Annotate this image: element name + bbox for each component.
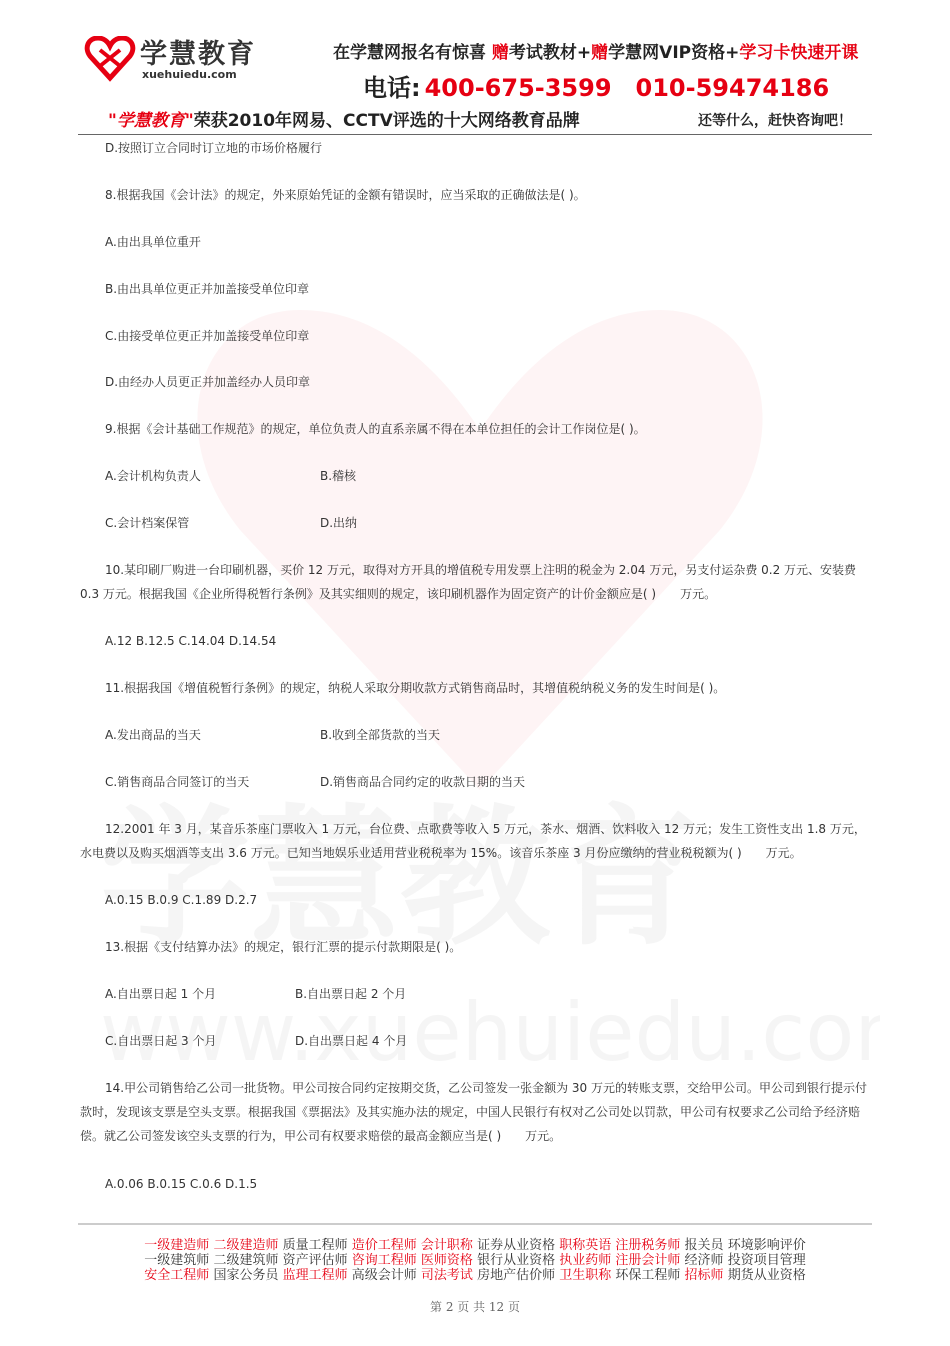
question-12: 12.2001 年 3 月，某音乐茶座门票收入 1 万元，台位费、点歌费等收入 5 万元，茶水、烟酒、饮料收入 12 万元；发生工资性支出 1.8 万元，水电费以及购买烟酒等支出 3.6 万元。已知当地娱乐业适用营业税税率为 15%。该音乐茶座 3 月份应缴纳的营业税税额为( ) 万元。 bbox=[80, 822, 866, 860]
footer-link[interactable]: 二级建筑师 bbox=[213, 1253, 279, 1268]
footer-link[interactable]: 银行从业资格 bbox=[477, 1253, 556, 1268]
footer-link[interactable]: 经济师 bbox=[684, 1253, 724, 1268]
option-text: C.由接受单位更正并加盖接受单位印章 bbox=[105, 329, 310, 343]
footer-link[interactable]: 资产评估师 bbox=[282, 1253, 348, 1268]
footer-link[interactable]: 国家公务员 bbox=[213, 1268, 279, 1283]
consult-call: 还等什么，赶快咨询吧！ bbox=[698, 113, 852, 129]
option-text: B.由出具单位更正并加盖接受单位印章 bbox=[105, 282, 310, 296]
footer-link[interactable]: 会计职称 bbox=[420, 1238, 473, 1253]
option-text: A.0.15 B.0.9 C.1.89 D.2.7 bbox=[105, 893, 258, 907]
heart-logo-icon bbox=[84, 36, 136, 82]
option-text: D.销售商品合同约定的收款日期的当天 bbox=[320, 775, 526, 789]
footer-link[interactable]: 质量工程师 bbox=[282, 1238, 348, 1253]
footer-link[interactable]: 卫生职称 bbox=[559, 1268, 612, 1283]
slogan: "学慧教育"荣获2010年网易、CCTV评选的十大网络教育品牌 bbox=[108, 111, 580, 131]
option-row bbox=[80, 1029, 897, 1053]
question-14: 14.甲公司销售给乙公司一批货物。甲公司按合同约定按期交货，乙公司签发一张金额为 30 万元的转账支票，交给甲公司。甲公司到银行提示付款时，发现该支票是空头支票。根据我国《票据法》及其实施办法的规定，中国人民银行有权对乙公司处以罚款，甲公司有权要求乙公司给予经济赔偿。就乙公司签发该空头支票的行为，甲公司有权要求赔偿的最高金额应当是( ) 万元。 bbox=[80, 1081, 867, 1143]
footer-link[interactable]: 环境影响评价 bbox=[727, 1238, 806, 1253]
brand-logo[interactable] bbox=[84, 28, 324, 98]
option-row bbox=[80, 723, 897, 747]
footer-divider bbox=[78, 1223, 872, 1225]
footer-link[interactable]: 注册税务师 bbox=[615, 1238, 681, 1253]
question-11: 11.根据我国《增值税暂行条例》的规定，纳税人采取分期收款方式销售商品时，其增值税纳税义务的发生时间是( )。 bbox=[105, 681, 726, 695]
footer-link[interactable]: 报关员 bbox=[684, 1238, 724, 1253]
phone-number-1[interactable]: 400-675-3599 bbox=[424, 74, 612, 102]
option-row bbox=[80, 464, 897, 488]
option-row bbox=[80, 982, 897, 1006]
option-row bbox=[80, 770, 897, 794]
footer-link[interactable]: 一级建造师 bbox=[144, 1238, 210, 1253]
footer-link-row bbox=[0, 1253, 950, 1268]
footer-link[interactable]: 二级建造师 bbox=[213, 1238, 279, 1253]
page-number: 第 2 页 共 12 页 bbox=[430, 1300, 520, 1314]
page-header bbox=[78, 22, 872, 134]
option-text: B.稽核 bbox=[320, 469, 357, 483]
header-divider bbox=[78, 134, 872, 135]
footer-link[interactable]: 执业药师 bbox=[559, 1253, 612, 1268]
footer-link[interactable]: 安全工程师 bbox=[144, 1268, 210, 1283]
footer-link-row bbox=[0, 1238, 950, 1253]
option-text: D.由经办人员更正并加盖经办人员印章 bbox=[105, 375, 311, 389]
footer-link[interactable]: 司法考试 bbox=[420, 1268, 473, 1283]
option-text: A.12 B.12.5 C.14.04 D.14.54 bbox=[105, 634, 277, 648]
footer-link[interactable]: 招标师 bbox=[684, 1268, 724, 1283]
footer-link[interactable]: 职称英语 bbox=[559, 1238, 612, 1253]
option-row bbox=[80, 511, 897, 535]
phone-number-2[interactable]: 010-59474186 bbox=[635, 74, 830, 102]
brand-name: 学慧教育 bbox=[140, 39, 256, 70]
option-text: D.按照订立合同时订立地的市场价格履行 bbox=[105, 141, 323, 155]
footer-link[interactable]: 一级建筑师 bbox=[144, 1253, 210, 1268]
footer-exam-links bbox=[0, 1238, 950, 1283]
footer-link[interactable]: 证券从业资格 bbox=[477, 1238, 556, 1253]
footer-link[interactable]: 监理工程师 bbox=[282, 1268, 348, 1283]
option-text: C.销售商品合同签订的当天 bbox=[105, 775, 250, 789]
footer-link[interactable]: 投资项目管理 bbox=[727, 1253, 806, 1268]
footer-link[interactable]: 造价工程师 bbox=[351, 1238, 417, 1253]
option-text: A.0.06 B.0.15 C.0.6 D.1.5 bbox=[105, 1177, 258, 1191]
option-text: C.会计档案保管 bbox=[105, 516, 190, 530]
footer-link-row bbox=[0, 1268, 950, 1283]
footer-link[interactable]: 期货从业资格 bbox=[727, 1268, 806, 1283]
option-text: B.自出票日起 2 个月 bbox=[295, 987, 407, 1001]
question-8: 8.根据我国《会计法》的规定，外来原始凭证的金额有错误时，应当采取的正确做法是( )。 bbox=[105, 188, 586, 202]
option-text: C.自出票日起 3 个月 bbox=[105, 1034, 217, 1048]
phone-line: 电话: 400-675-3599 010-59474186 bbox=[363, 74, 830, 102]
option-text: A.自出票日起 1 个月 bbox=[105, 987, 217, 1001]
question-9: 9.根据《会计基础工作规范》的规定，单位负责人的直系亲属不得在本单位担任的会计工作岗位是( )。 bbox=[105, 422, 646, 436]
option-text: D.自出票日起 4 个月 bbox=[295, 1034, 408, 1048]
footer-link[interactable]: 医师资格 bbox=[420, 1253, 473, 1268]
footer-link[interactable]: 咨询工程师 bbox=[351, 1253, 417, 1268]
footer-link[interactable]: 注册会计师 bbox=[615, 1253, 681, 1268]
footer-link[interactable]: 房地产估价师 bbox=[477, 1268, 556, 1283]
promo-banner: 在学慧网报名有惊喜 赠考试教材+赠学慧网VIP资格+学习卡快速开课 bbox=[333, 43, 859, 63]
option-text: A.由出具单位重开 bbox=[105, 235, 201, 249]
option-text: A.发出商品的当天 bbox=[105, 728, 201, 742]
footer-link[interactable]: 高级会计师 bbox=[351, 1268, 417, 1283]
question-13: 13.根据《支付结算办法》的规定，银行汇票的提示付款期限是( )。 bbox=[105, 940, 462, 954]
option-text: B.收到全部货款的当天 bbox=[320, 728, 441, 742]
footer-link[interactable]: 环保工程师 bbox=[615, 1268, 681, 1283]
brand-url: xuehuiedu.com bbox=[142, 68, 237, 81]
option-text: D.出纳 bbox=[320, 516, 358, 530]
question-10: 10.某印刷厂购进一台印刷机器，买价 12 万元，取得对方开具的增值税专用发票上注明的税金为 2.04 万元，另支付运杂费 0.2 万元、安装费 0.3 万元。根据我国《企业所得税暂行条例》及其实细则的规定，该印刷机器作为固定资产的计价金额应是( ) 万元。 bbox=[80, 563, 857, 601]
option-text: A.会计机构负责人 bbox=[105, 469, 201, 483]
